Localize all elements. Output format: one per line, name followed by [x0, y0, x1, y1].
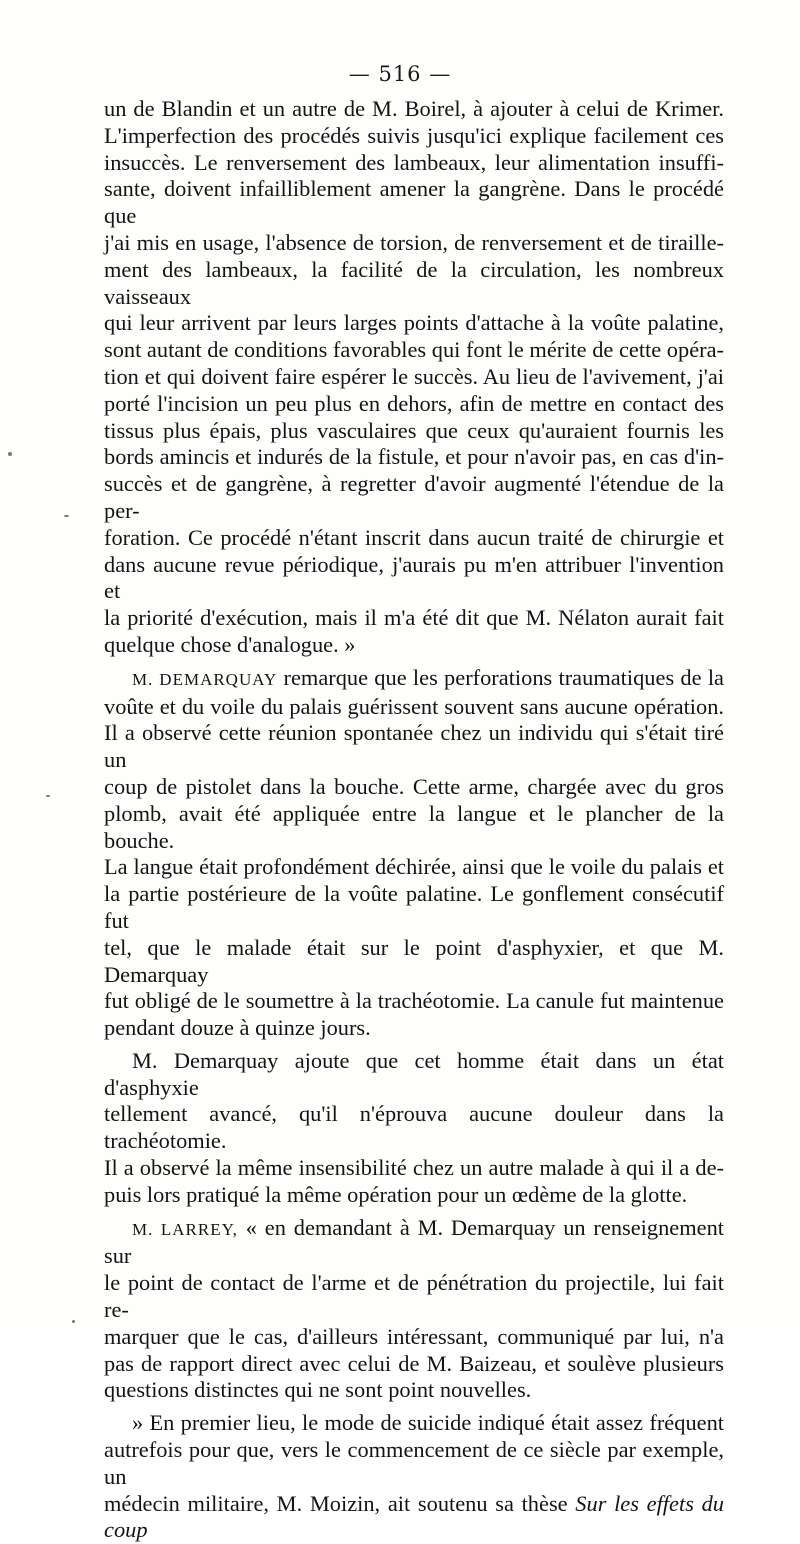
speaker-name: M. LARREY, [132, 1219, 238, 1239]
paragraph-2 [104, 665, 724, 1042]
text-line: tellement avancé, qu'il n'éprouva aucune douleur dans la trachéotomie. [104, 1101, 724, 1154]
text-line: bords amincis et indurés de la fistule, et pour n'avoir pas, en cas d'in- [104, 444, 724, 470]
text-line: puis lors pratiqué la même opération pour un œdème de la glotte. [104, 1181, 688, 1207]
print-speck [8, 452, 12, 456]
text-line: M. LARREY, « en demandant à M. Demarquay un renseignement sur [104, 1214, 724, 1269]
text-line: pas de rapport direct avec celui de M. Baizeau, et soulève plusieurs [104, 1350, 724, 1376]
text-line: fut obligé de le soumettre à la trachéotomie. La canule fut maintenue [104, 988, 724, 1014]
text-line: succès et de gangrène, à regretter d'avoir augmenté l'étendue de la per- [104, 471, 724, 523]
text-line: Il a observé la même insensibilité chez un autre malade à qui il a de- [104, 1155, 724, 1181]
text-line: la partie postérieure de la voûte palatine. Le gonflement consécutif fut [104, 881, 724, 933]
text-line: questions distinctes qui ne sont point nouvelles. [104, 1377, 532, 1403]
paragraph-4 [104, 1215, 724, 1405]
text-line: la priorité d'exécution, mais il m'a été dit que M. Nélaton aurait fait [104, 605, 724, 631]
print-speck [64, 515, 69, 517]
text-line: pendant douze à quinze jours. [104, 1015, 371, 1041]
text-line: » En premier lieu, le mode de suicide indiqué était assez fréquent [132, 1410, 724, 1436]
text-line: médecin militaire, M. Moizin, ait soutenu sa thèse Sur les effets du coup [104, 1490, 724, 1543]
text-line: marquer que le cas, d'ailleurs intéressant, communiqué par lui, n'a [104, 1323, 724, 1349]
text-line: L'imperfection des procédés suivis jusqu'ici explique facilement ces [104, 122, 724, 148]
print-speck [72, 1320, 75, 1323]
print-speck [46, 795, 50, 797]
italic-title: Sur les effets du coup [104, 1490, 724, 1543]
text-line: voûte et du voile du palais guérissent souvent sans aucune opération. [104, 693, 724, 719]
text-line: tel, que le malade était sur le point d'asphyxier, et que M. Demarquay [104, 934, 724, 987]
paragraph-3 [104, 1048, 724, 1209]
paragraph-5 [104, 1410, 724, 1544]
text-line: le point de contact de l'arme et de pénétration du projectile, lui fait re- [104, 1270, 724, 1323]
text-line: plomb, avait été appliquée entre la langue et le plancher de la bouche. [104, 800, 724, 853]
page-number: — 516 — [348, 62, 452, 86]
text-line: tion et qui doivent faire espérer le succès. Au lieu de l'avivement, j'ai [104, 363, 724, 389]
text-line: j'ai mis en usage, l'absence de torsion, de renversement et de tiraille- [104, 229, 724, 255]
text-line: sont autant de conditions favorables qui font le mérite de cette opéra- [104, 337, 724, 363]
text-line: M. Demarquay ajoute que cet homme était dans un état d'asphyxie [104, 1047, 724, 1100]
text-line: qui leur arrivent par leurs larges points d'attache à la voûte palatine, [104, 310, 724, 336]
text-line: Il a observé cette réunion spontanée chez un individu qui s'était tiré un [104, 720, 724, 773]
text-line: sante, doivent infailliblement amener la gangrène. Dans le procédé que [104, 176, 724, 229]
text-line: tissus plus épais, plus vasculaires que ceux qu'auraient fournis les [104, 417, 724, 443]
text-line: M. DEMARQUAY remarque que les perforations traumatiques de la [132, 664, 724, 690]
paragraph-1 [104, 96, 724, 659]
text-line: autrefois pour que, vers le commencement de ce siècle par exemple, un [104, 1437, 724, 1489]
text-line: un de Blandin et un autre de M. Boirel, à ajouter à celui de Krimer. [104, 96, 724, 121]
text-line: foration. Ce procédé n'étant inscrit dans aucun traité de chirurgie et [104, 524, 724, 550]
text-line: porté l'incision un peu plus en dehors, afin de mettre en contact des [104, 390, 724, 416]
speaker-name: M. DEMARQUAY [132, 669, 278, 689]
page-body [104, 96, 724, 1544]
text-line: insuccès. Le renversement des lambeaux, leur alimentation insuffi- [104, 149, 724, 175]
text-line: coup de pistolet dans la bouche. Cette arme, chargée avec du gros [104, 773, 724, 799]
text-line: ment des lambeaux, la facilité de la circulation, les nombreux vaisseaux [104, 256, 724, 309]
text-line: La langue était profondément déchirée, ainsi que le voile du palais et [104, 854, 724, 880]
text-line: quelque chose d'analogue. » [104, 631, 356, 657]
text-line: dans aucune revue périodique, j'aurais pu m'en attribuer l'invention et [104, 551, 724, 604]
